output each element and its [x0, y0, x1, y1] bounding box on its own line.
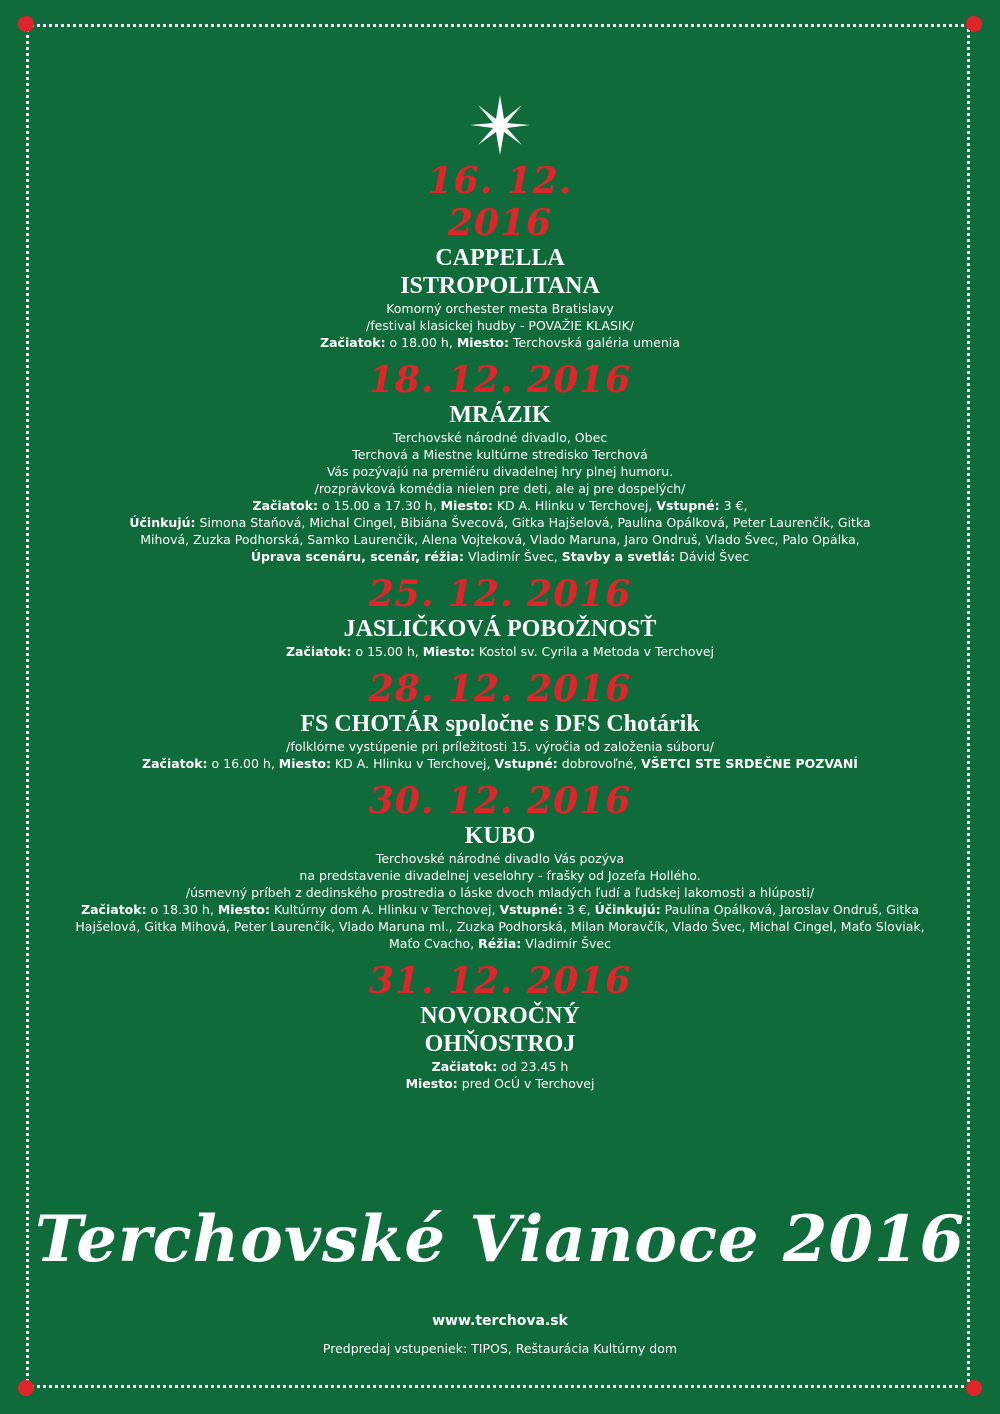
- fee-value: 3 €,: [562, 902, 595, 917]
- cast-value: Paulína Opálková, Jaroslav Ondruš, Gitka Hajšelová, Gitka Mihová, Peter Laurenčík, Vlado Maruna ml., Zuzka Podhorská, Milan Moravčík, Vlado Švec, Michal Cingel, Maťo Sloviak, Maťo Cvacho,: [75, 902, 925, 951]
- event-title-line2: ISTROPOLITANA: [400, 273, 600, 299]
- start-value: od 23.45 h: [497, 1059, 569, 1074]
- description-line: Komorný orchester mesta Bratislavy: [386, 301, 614, 316]
- description-line: /festival klasickej hudby - POVAŽIE KLASIK/: [365, 318, 635, 333]
- event-info: [60, 334, 940, 351]
- description-line: Terchovské národné divadlo Vás pozýva: [375, 851, 625, 866]
- invite-text: VŠETCI STE SRDEČNE POZVANÍ: [641, 756, 858, 771]
- corner-dot-icon: [966, 1380, 982, 1396]
- event-cappella: [60, 160, 940, 351]
- start-label: Začiatok:: [81, 902, 147, 917]
- event-list: [60, 160, 940, 1092]
- fee-label: Vstupné:: [494, 756, 558, 771]
- event-date: 18. 12. 2016: [368, 359, 632, 401]
- place-value: Kultúrny dom A. Hlinku v Terchovej,: [270, 902, 500, 917]
- event-info: [60, 901, 940, 952]
- event-title: [370, 244, 630, 300]
- event-title: FS CHOTÁR spoločne s DFS Chotárik: [300, 711, 700, 737]
- event-date-line1: 16. 12.: [427, 160, 573, 202]
- fee-label: Vstupné:: [499, 902, 563, 917]
- event-description: [60, 738, 940, 755]
- direction-value: Vladimír Švec,: [464, 549, 558, 564]
- event-description: [60, 300, 940, 334]
- start-value: o 15.00 h,: [351, 644, 423, 659]
- start-value: o 16.00 h,: [207, 756, 279, 771]
- corner-dot-icon: [18, 16, 34, 32]
- place-value: Terchovská galéria umenia: [509, 335, 680, 350]
- event-date-line2: 2016: [447, 202, 553, 244]
- description-line: na predstavenie divadelnej veselohry - frašky od Jozefa Hollého.: [299, 868, 701, 883]
- cast-label: Účinkujú:: [129, 515, 196, 530]
- cast-value: Simona Staňová, Michal Cingel, Bibiána Švecová, Gitka Hajšelová, Paulína Opálková, Peter Laurenčík, Gitka Mihová, Zuzka Podhorská, Samko Laurenčík, Alena Vojteková, Vlado Maruna, Jaro Ondruš, Vlado Švec, Palo Opálka,: [140, 515, 871, 547]
- event-info: [125, 497, 875, 565]
- description-line: /folklórne vystúpenie pri príležitosti 15. výročia od založenia súboru/: [286, 739, 714, 754]
- website-link[interactable]: www.terchova.sk: [432, 1313, 568, 1329]
- event-date: 31. 12. 2016: [368, 960, 632, 1002]
- description-line: /úsmevný príbeh z dedinského prostredia o láske dvoch mladých ľudí a ľudskej lakomosti a hlúposti/: [185, 885, 815, 900]
- start-value: o 18.00 h,: [385, 335, 457, 350]
- place-label: Miesto:: [217, 902, 271, 917]
- description-line: Terchovské národné divadlo, Obec: [392, 430, 608, 445]
- event-title: [370, 1002, 630, 1058]
- start-label: Začiatok:: [142, 756, 208, 771]
- event-kubo: [60, 780, 940, 952]
- event-info: [60, 643, 940, 660]
- start-value: o 18.30 h,: [146, 902, 218, 917]
- event-info: [60, 1058, 940, 1092]
- cast-label: Účinkujú:: [594, 902, 661, 917]
- corner-dot-icon: [966, 16, 982, 32]
- event-mrazik: [60, 359, 940, 565]
- direction-value: Vladimír Švec: [521, 936, 611, 951]
- place-value: Kostol sv. Cyrila a Metoda v Terchovej: [474, 644, 715, 659]
- stage-label: Stavby a svetlá:: [561, 549, 676, 564]
- start-label: Začiatok:: [285, 644, 352, 659]
- direction-label: Réžia:: [478, 936, 522, 951]
- fee-value: dobrovoľné,: [557, 756, 642, 771]
- event-description: [60, 850, 940, 901]
- place-label: Miesto:: [422, 644, 475, 659]
- place-label: Miesto:: [456, 335, 510, 350]
- presale-info: Predpredaj vstupeniek: TIPOS, Reštaurácia Kultúrny dom: [322, 1341, 678, 1356]
- fee-label: Vstupné:: [656, 498, 720, 513]
- description-line: Terchová a Miestne kultúrne stredisko Terchová: [352, 447, 648, 462]
- event-title-line1: CAPPELLA: [435, 245, 565, 271]
- event-description: [60, 429, 940, 497]
- start-label: Začiatok:: [431, 1059, 498, 1074]
- place-label: Miesto:: [405, 1076, 458, 1091]
- event-date: 25. 12. 2016: [368, 573, 632, 615]
- direction-label: Úprava scenáru, scenár, réžia:: [250, 549, 464, 564]
- start-label: Začiatok:: [320, 335, 386, 350]
- event-jaslickova: [60, 573, 940, 660]
- event-title: MRÁZIK: [449, 402, 551, 428]
- star-icon: [470, 95, 530, 155]
- festival-title: Terchovské Vianoce 2016: [34, 1202, 966, 1277]
- fee-value: 3 €,: [719, 498, 748, 513]
- event-title: KUBO: [464, 823, 536, 849]
- event-title-line2: OHŇOSTROJ: [424, 1031, 576, 1057]
- description-line: Vás pozývajú na premiéru divadelnej hry plnej humoru.: [326, 464, 674, 479]
- event-date: 30. 12. 2016: [368, 780, 632, 822]
- event-title: JASLIČKOVÁ POBOŽNOSŤ: [343, 616, 657, 642]
- event-date: 28. 12. 2016: [368, 668, 632, 710]
- corner-dot-icon: [18, 1380, 34, 1396]
- stage-value: Dávid Švec: [675, 549, 750, 564]
- description-line: /rozprávková komédia nielen pre deti, ale aj pre dospelých/: [314, 481, 686, 496]
- event-ohnostroj: [60, 960, 940, 1092]
- start-label: Začiatok:: [252, 498, 319, 513]
- event-info: [60, 755, 940, 772]
- place-value: KD A. Hlinku v Terchovej,: [492, 498, 657, 513]
- place-value: pred OcÚ v Terchovej: [457, 1076, 595, 1091]
- event-chotar: [60, 668, 940, 772]
- place-value: KD A. Hlinku v Terchovej,: [331, 756, 495, 771]
- place-label: Miesto:: [440, 498, 493, 513]
- event-title-line1: NOVOROČNÝ: [420, 1003, 580, 1029]
- event-date: [390, 160, 610, 244]
- start-value: o 15.00 a 17.30 h,: [318, 498, 441, 513]
- place-label: Miesto:: [278, 756, 332, 771]
